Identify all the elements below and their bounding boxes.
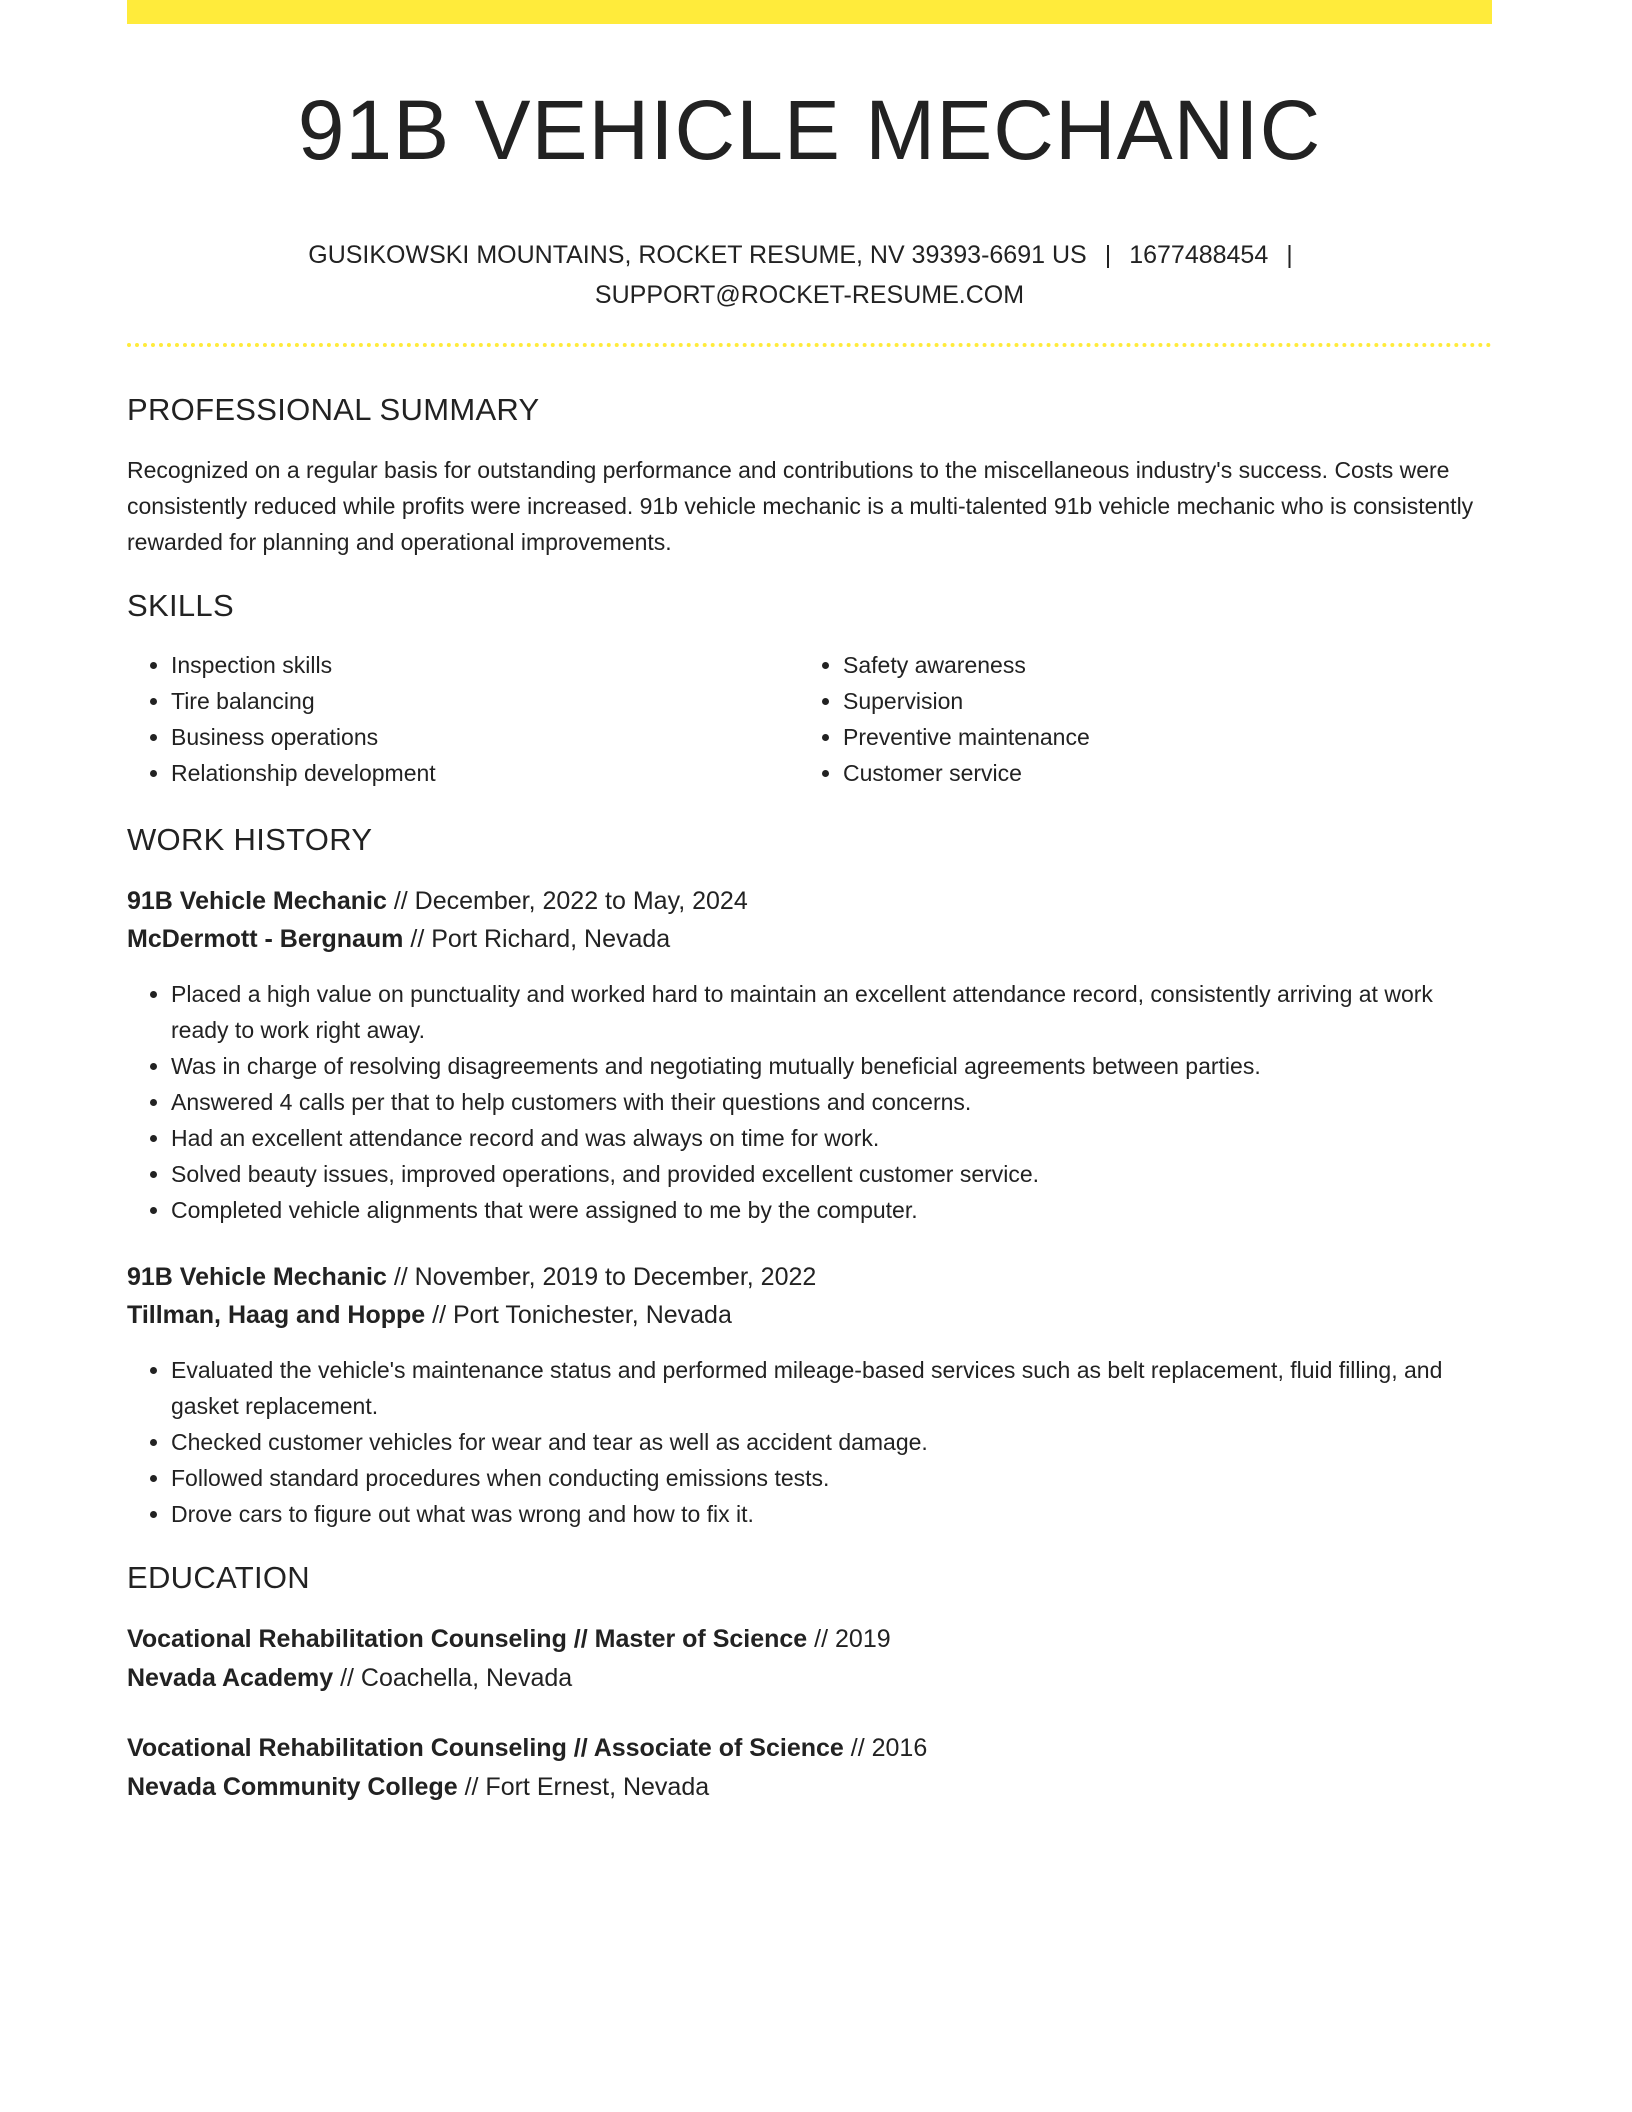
job-company: Tillman, Haag and Hoppe (127, 1301, 426, 1329)
education-degree-line (127, 1729, 927, 1767)
header-divider (127, 343, 1492, 347)
job-role: 91B Vehicle Mechanic (127, 887, 387, 915)
contact-info (127, 235, 1492, 315)
education-school: Nevada Academy (127, 1664, 334, 1692)
skill-item: • Tire balancing (171, 683, 811, 719)
job-duty: • Followed standard procedures when conducting emissions tests. (171, 1460, 1492, 1496)
skills-heading: SKILLS (127, 588, 234, 623)
job-duty: • Answered 4 calls per that to help customers with their questions and concerns. (171, 1084, 1492, 1120)
job-duties-list (127, 1352, 1492, 1532)
job-location: // Port Richard, Nevada (410, 925, 671, 953)
job-duty: • Checked customer vehicles for wear and tear as well as accident damage. (171, 1424, 1492, 1460)
top-accent-bar (127, 0, 1492, 24)
job-location: // Port Tonichester, Nevada (432, 1301, 732, 1329)
job-duty: • Placed a high value on punctuality and worked hard to maintain an excellent attendance record, consistently arriving at work ready to work right away. (171, 976, 1492, 1048)
education-location: // Fort Ernest, Nevada (464, 1773, 710, 1801)
job-duties-list (127, 976, 1492, 1228)
job-dates: // December, 2022 to May, 2024 (393, 887, 748, 915)
work-history-heading: WORK HISTORY (127, 822, 373, 857)
job-duty: • Drove cars to figure out what was wrong and how to fix it. (171, 1496, 1492, 1532)
job-title-line (127, 882, 748, 920)
phone: 1677488454 (1129, 241, 1269, 269)
job-dates: // November, 2019 to December, 2022 (393, 1263, 817, 1291)
job-title-line (127, 1258, 816, 1296)
education-location: // Coachella, Nevada (340, 1664, 573, 1692)
separator: | (1104, 241, 1112, 269)
job-duty: • Solved beauty issues, improved operations, and provided excellent customer service. (171, 1156, 1492, 1192)
education-year: // 2016 (850, 1734, 928, 1762)
education-year: // 2019 (814, 1625, 891, 1653)
skills-list-right (799, 647, 1483, 791)
skill-item: • Supervision (843, 683, 1483, 719)
job-duty: • Had an excellent attendance record and was always on time for work. (171, 1120, 1492, 1156)
email: SUPPORT@ROCKET-RESUME.COM (594, 281, 1025, 309)
skills-list-left (127, 647, 811, 791)
skill-item: • Business operations (171, 719, 811, 755)
education-degree: Vocational Rehabilitation Counseling // Associate of Science (127, 1734, 844, 1762)
separator: | (1286, 241, 1293, 269)
summary-heading: PROFESSIONAL SUMMARY (127, 392, 540, 427)
education-school: Nevada Community College (127, 1773, 458, 1801)
address: GUSIKOWSKI MOUNTAINS, ROCKET RESUME, NV 39393-6691 US (308, 241, 1087, 269)
job-company: McDermott - Bergnaum (127, 925, 404, 953)
summary-text: Recognized on a regular basis for outstanding performance and contributions to the miscellaneous industry's success. Costs were consistently reduced while profits were increased. 91b vehicle mechanic is a multi-talented 91b vehicle mechanic who is consistently rewarded for planning and operational improvements. (127, 457, 1474, 555)
skill-item: • Safety awareness (843, 647, 1483, 683)
candidate-name: 91B VEHICLE MECHANIC (297, 83, 1322, 177)
job-role: 91B Vehicle Mechanic (127, 1263, 387, 1291)
education-degree: Vocational Rehabilitation Counseling // Master of Science (127, 1625, 808, 1653)
job-duty: • Evaluated the vehicle's maintenance status and performed mileage-based services such as belt replacement, fluid filling, and gasket replacement. (171, 1352, 1492, 1424)
job-company-line (127, 1296, 732, 1334)
job-company-line (127, 920, 670, 958)
job-duty: • Completed vehicle alignments that were assigned to me by the computer. (171, 1192, 1492, 1228)
skill-item: • Preventive maintenance (843, 719, 1483, 755)
education-school-line (127, 1768, 709, 1806)
education-degree-line (127, 1620, 891, 1658)
skill-item: • Inspection skills (171, 647, 811, 683)
skill-item: • Relationship development (171, 755, 811, 791)
education-heading: EDUCATION (127, 1560, 310, 1595)
skill-item: • Customer service (843, 755, 1483, 791)
job-duty: • Was in charge of resolving disagreements and negotiating mutually beneficial agreements between parties. (171, 1048, 1492, 1084)
education-school-line (127, 1659, 572, 1697)
